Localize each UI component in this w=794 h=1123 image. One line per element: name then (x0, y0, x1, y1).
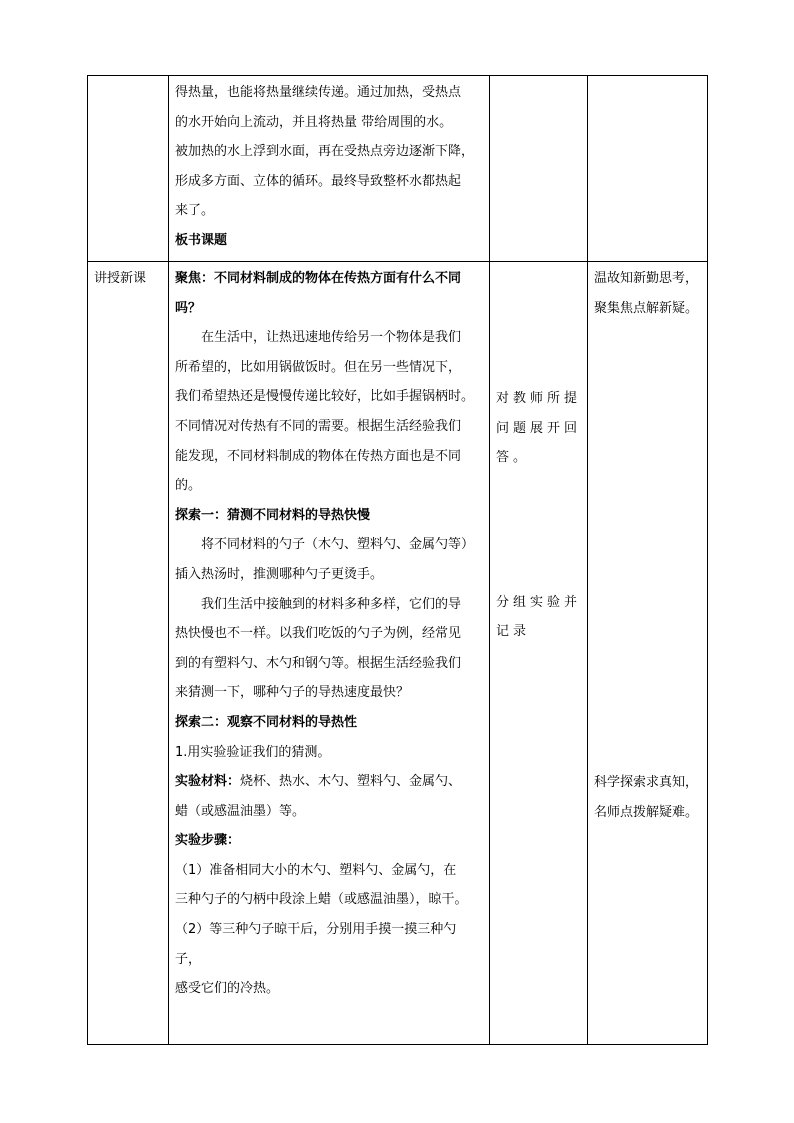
design-intent-cell-empty (588, 76, 708, 262)
content-line: 的。 (175, 478, 202, 494)
student-activity-cell-empty (490, 76, 588, 262)
intent-line: 温故知新勤思考， (594, 271, 699, 286)
content-cell (169, 76, 490, 262)
content-line: 不同情况对传热有不同的需要。根据生活经验我们 (175, 418, 462, 434)
stage-cell-empty (88, 76, 169, 262)
content-cell (169, 262, 490, 1045)
section-heading: 探索一：猜测不同材料的导热快慢 (175, 507, 371, 523)
content-line: 热快慢也不一样。以我们吃饭的勺子为例，经常见 (175, 626, 462, 642)
content-line: （2）等三种勺子晾干后，分别用手摸一摸三种勺 (175, 922, 457, 938)
table-row (88, 76, 708, 262)
student-activity-cell (490, 262, 588, 1045)
activity-line: 答。 (496, 450, 531, 466)
content-line: 感受它们的冷热。 (175, 981, 280, 997)
stage-label: 讲授新课 (94, 271, 147, 286)
content-line: 来猜测一下，哪种勺子的导热速度最快？ (175, 685, 410, 701)
content-line: 来了。 (175, 203, 215, 219)
focus-question: 聚焦：不同材料制成的物体在传热方面有什么不同 (175, 271, 462, 286)
activity-line: 记录 (496, 624, 531, 640)
stage-cell (88, 262, 169, 1045)
activity-line: 对教师所提 (496, 391, 582, 406)
materials-label: 实验材料： (175, 774, 241, 790)
content-line: 在生活中，让热迅速地传给另一个物体是我们 (175, 330, 462, 346)
content-line: 子， (175, 951, 202, 967)
focus-question: 吗？ (175, 300, 202, 316)
content-line: 所希望的，比如用锅做饭时。但在另一些情况下， (175, 359, 462, 375)
materials-line (175, 767, 485, 797)
steps-label: 实验步骤： (175, 833, 241, 849)
activity-line: 分组实验并 (496, 594, 582, 610)
content-line: 将不同材料的勺子（木勺、塑料勺、金属勺等） (175, 537, 475, 553)
content-line: 我们希望热还是慢慢传递比较好，比如手握锅柄时。 (175, 389, 475, 405)
content-line: 被加热的水上浮到水面，再在受热点旁边逐渐下降， (175, 144, 475, 160)
content-line: 我们生活中接触到的材料多种多样，它们的导 (175, 596, 462, 612)
materials-text: 烧杯、热水、木勺、塑料勺、金属勺、 (240, 774, 462, 790)
intent-line: 名师点拨解疑难。 (594, 804, 699, 820)
content-line: 1.用实验验证我们的猜测。 (175, 744, 331, 760)
content-line: 的水开始向上流动，并且将热量 带给周围的水。 (175, 114, 453, 130)
content-line: 到的有塑料勺、木勺和钢勺等。根据生活经验我们 (175, 655, 462, 671)
section-heading: 探索二：观察不同材料的导热性 (175, 714, 358, 730)
activity-line: 问题展开回 (496, 420, 582, 436)
lesson-plan-table (87, 75, 708, 1045)
content-line: 插入热汤时，推测哪种勺子更烫手。 (175, 566, 384, 582)
intent-line: 聚集焦点解新疑。 (594, 300, 699, 316)
board-title: 板书课题 (175, 232, 228, 248)
design-intent-cell (588, 262, 708, 1045)
content-line: 得热量，也能将热量继续传递。通过加热，受热点 (175, 85, 462, 100)
student-activity-block (496, 384, 583, 473)
table-row (88, 262, 708, 1045)
intent-line: 科学探索求真知， (594, 775, 699, 791)
content-line: 形成多方面、立体的循环。最终导致整杯水都热起 (175, 173, 462, 189)
content-line: 蜡（或感温油墨）等。 (175, 803, 306, 819)
content-line: 三种勺子的勺柄中段涂上蜡（或感温油墨），晾干。 (175, 892, 468, 908)
content-line: 能发现，不同材料制成的物体在传热方面也是不同 (175, 448, 462, 464)
student-activity-block (496, 588, 583, 647)
content-line: （1）准备相同大小的木勺、塑料勺、金属勺，在 (175, 862, 457, 878)
